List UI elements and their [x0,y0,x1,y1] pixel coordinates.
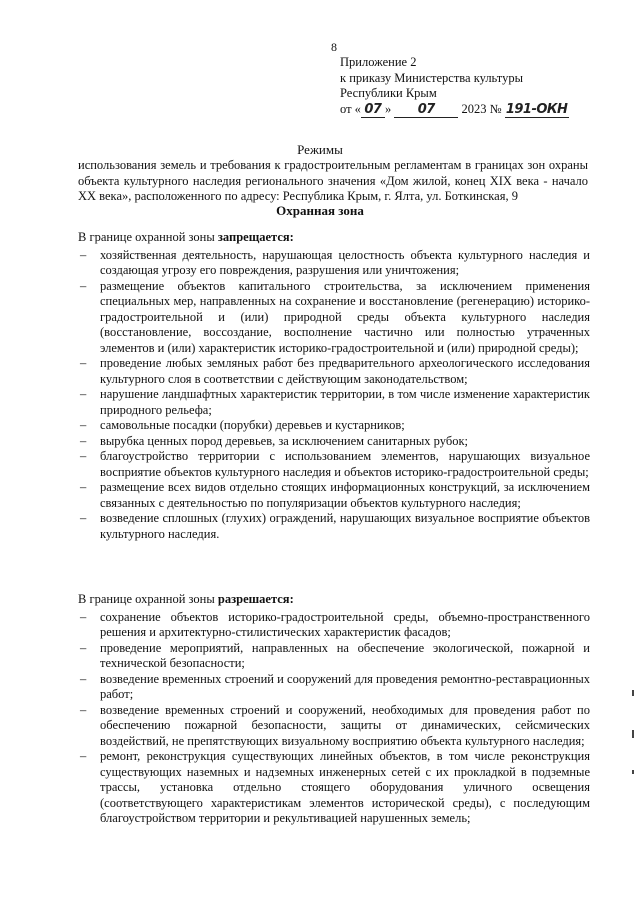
dash-marker: – [80,356,87,370]
dash-marker: – [80,433,87,448]
scan-artifact [632,730,634,738]
scan-artifact [632,770,634,774]
dash-marker: – [80,418,87,432]
list-item [78,511,590,542]
list-item-text: нарушение ландшафтных характеристик территории, в том числе изменение характеристик природного рельефа; [100,387,590,417]
dash-marker: – [80,387,87,401]
list-item [78,610,590,641]
document-subtitle: использования земель и требования к градостроительным регламентам в границах зон охраны объекта культурного наследия регионального значения «Дом жилой, конец XIX века - начало XX века», расположенного по адресу: Республика Крым, г. Ялта, ул. Боткинская, 9 [78,158,588,203]
prohibited-intro [78,230,590,246]
list-item-text: возведение временных строений и сооружений для проведения ремонтно-реставрационных работ; [100,671,590,701]
dash-marker: – [80,449,87,463]
date-day: 07 [361,102,385,119]
list-item-text: возведение временных строений и сооружений, необходимых для проведения работ по обеспечению пожарной безопасности, защиты от динамических, сейсмических воздействий, не препятствующих визуальному восприятию объекта культурного наследия; [100,702,590,748]
scan-artifact [632,690,634,696]
list-item-text: размещение всех видов отдельно стоящих информационных конструкций, за исключением связанных с деятельностью по популяризации объектов культурного наследия; [100,480,590,510]
document-title: Режимы [297,142,343,157]
order-date-line [340,102,569,119]
list-item-text: проведение мероприятий, направленных на обеспечение экологической, пожарной и технической безопасности; [100,640,590,670]
list-item-text: возведение сплошных (глухих) ограждений, нарушающих визуальное восприятие объектов культурного наследия. [100,511,590,541]
list-item-text: проведение любых земляных работ без предварительного археологического исследования культурного слоя в соответствии с действующим законодательством; [100,356,590,386]
list-item-text: хозяйственная деятельность, нарушающая целостность объекта культурного наследия и создающая угрозу его повреждения, разрушения или уничтожения; [100,247,590,277]
dash-marker: – [80,749,87,763]
appendix-block [340,55,569,118]
list-item [78,248,590,279]
dash-marker: – [80,278,87,293]
list-item [78,279,590,357]
list-item [78,434,590,450]
list-item [78,387,590,418]
prohibited-intro-bold: запрещается: [217,230,294,244]
list-item [78,703,590,750]
list-item-text: самовольные посадки (порубки) деревьев и кустарников; [100,418,405,432]
list-item [78,449,590,480]
allowed-list [78,610,590,827]
list-item [78,672,590,703]
appendix-order-ref: к приказу Министерства культуры [340,70,523,85]
list-item [78,356,590,387]
list-item [78,480,590,511]
list-item-text: сохранение объектов историко-градостроительной среды, объемно-пространственного решения и архитектурно-стилистических характеристик фасадов; [100,609,590,639]
list-item [78,641,590,672]
date-prefix: от « [340,101,361,116]
appendix-title: Приложение 2 [340,55,417,69]
prohibited-intro-prefix: В границе охранной зоны [78,230,215,244]
dash-marker: – [80,702,87,717]
date-month: 07 [394,102,458,119]
dash-marker: – [80,640,87,655]
zone-title: Охранная зона [276,203,364,218]
list-item-text: вырубка ценных пород деревьев, за исключением санитарных рубок; [100,433,468,448]
date-mid: » [384,101,392,116]
prohibited-section [78,230,590,542]
dash-marker: – [80,511,87,525]
list-item-text: благоустройство территории с использованием элементов, нарушающих визуальное восприятие объектов культурного наследия и объектов историко-градостроительной среды; [100,449,590,479]
dash-marker: – [80,671,87,686]
dash-marker: – [80,247,87,262]
allowed-intro-bold: разрешается: [217,592,294,606]
page-number: 8 [331,40,337,54]
list-item-text: размещение объектов капитального строительства, за исключением применения специальных мер, направленных на сохранение и восстановление (регенерацию) историко-градостроительной и (или) природной среды объекта культурного наследия (восстановление, воссоздание, восполнение частично или полностью утраченных элементов и (или) характеристик историко-градостроительной и (или) природной среды); [100,278,590,355]
list-item [78,749,590,827]
dash-marker: – [80,480,87,494]
allowed-intro [78,592,590,608]
dash-marker: – [80,609,87,624]
order-number: 191-ОКН [505,101,568,117]
allowed-section [78,592,590,827]
list-item-text: ремонт, реконструкция существующих линейных объектов, в том числе реконструкция существующих наземных и надземных инженерных сетей с их прокладкой в подземные трассы, установка отдельно стоящего оборудования уличного освещения (соответствующего характеристикам элементов исторической среды), с последующим благоустройством территории и рекультивацией нарушенных земель; [100,749,590,825]
allowed-intro-prefix: В границе охранной зоны [78,592,215,606]
appendix-ministry: Республики Крым [340,86,437,100]
list-item [78,418,590,434]
prohibited-list [78,248,590,543]
date-year: 2023 № [461,101,502,116]
